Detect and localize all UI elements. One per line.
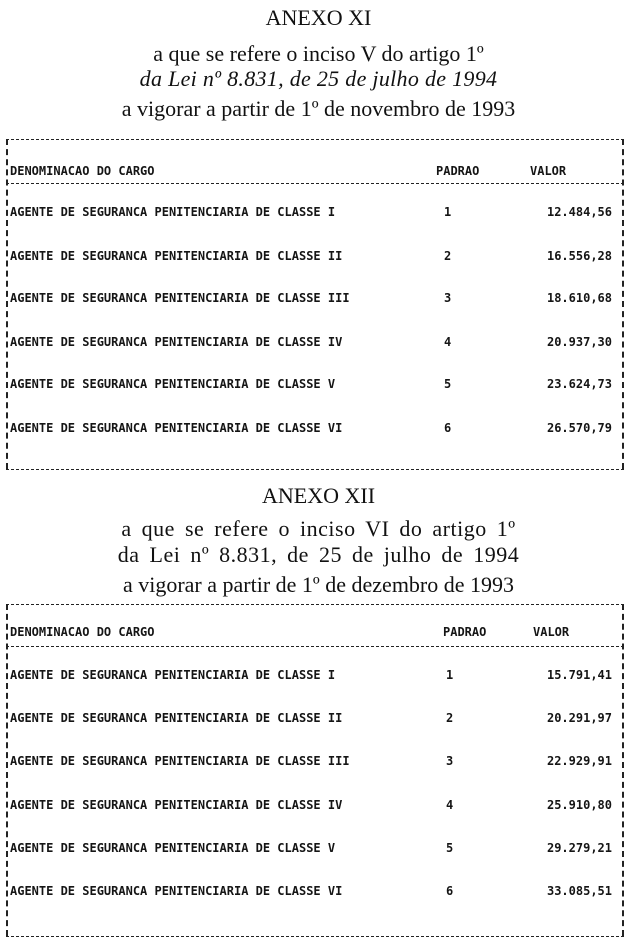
- annex-12-title: ANEXO XII: [261, 483, 376, 508]
- annex-11-reference-line: a que se refere o inciso V do artigo 1º: [153, 41, 484, 66]
- valor-cell: 15.791,41: [546, 668, 612, 682]
- header-padrao: PADRAO: [443, 625, 487, 639]
- padrao-cell: 3: [446, 754, 454, 768]
- cargo-cell: AGENTE DE SEGURANCA PENITENCIARIA DE CLASSE VI: [10, 421, 343, 435]
- valor-cell: 25.910,80: [546, 798, 612, 812]
- cargo-cell: AGENTE DE SEGURANCA PENITENCIARIA DE CLASSE I: [10, 205, 336, 219]
- padrao-cell: 6: [444, 421, 452, 435]
- cargo-cell: AGENTE DE SEGURANCA PENITENCIARIA DE CLASSE V: [10, 377, 336, 391]
- cargo-cell: AGENTE DE SEGURANCA PENITENCIARIA DE CLASSE III: [10, 291, 350, 305]
- padrao-cell: 3: [444, 291, 452, 305]
- padrao-cell: 1: [444, 205, 452, 219]
- cargo-cell: AGENTE DE SEGURANCA PENITENCIARIA DE CLASSE I: [10, 668, 336, 682]
- table-bottom-rule: [6, 469, 624, 470]
- padrao-cell: 6: [446, 884, 454, 898]
- valor-cell: 12.484,56: [546, 205, 612, 219]
- header-denominacao: DENOMINACAO DO CARGO: [10, 164, 155, 178]
- cargo-cell: AGENTE DE SEGURANCA PENITENCIARIA DE CLASSE IV: [10, 335, 343, 349]
- annex-12-law-line: da Lei nº 8.831, de 25 de julho de 1994: [117, 542, 520, 567]
- valor-cell: 16.556,28: [546, 249, 612, 263]
- cargo-cell: AGENTE DE SEGURANCA PENITENCIARIA DE CLASSE II: [10, 711, 343, 725]
- valor-cell: 29.279,21: [546, 841, 612, 855]
- header-rule: [6, 183, 624, 184]
- valor-cell: 22.929,91: [546, 754, 612, 768]
- cargo-cell: AGENTE DE SEGURANCA PENITENCIARIA DE CLASSE II: [10, 249, 343, 263]
- padrao-cell: 5: [446, 841, 454, 855]
- header-rule: [6, 646, 624, 647]
- valor-cell: 18.610,68: [546, 291, 612, 305]
- annex-12-salary-table: [6, 604, 624, 940]
- padrao-cell: 5: [444, 377, 452, 391]
- annex-11-title: ANEXO XI: [265, 5, 372, 30]
- valor-cell: 26.570,79: [546, 421, 612, 435]
- annex-12-reference-line: a que se refere o inciso VI do artigo 1º: [121, 516, 516, 541]
- valor-cell: 23.624,73: [546, 377, 612, 391]
- valor-cell: 20.291,97: [546, 711, 612, 725]
- table-top-rule: [6, 139, 624, 140]
- header-valor: VALOR: [530, 164, 567, 178]
- annex-11-effective-date-line: a vigorar a partir de 1º de novembro de 1993: [121, 96, 516, 121]
- cargo-cell: AGENTE DE SEGURANCA PENITENCIARIA DE CLASSE IV: [10, 798, 343, 812]
- header-valor: VALOR: [533, 625, 570, 639]
- padrao-cell: 1: [446, 668, 454, 682]
- header-padrao: PADRAO: [436, 164, 480, 178]
- table-top-rule: [6, 604, 624, 605]
- padrao-cell: 4: [444, 335, 452, 349]
- cargo-cell: AGENTE DE SEGURANCA PENITENCIARIA DE CLASSE VI: [10, 884, 343, 898]
- table-bottom-rule: [6, 936, 624, 937]
- cargo-cell: AGENTE DE SEGURANCA PENITENCIARIA DE CLASSE V: [10, 841, 336, 855]
- valor-cell: 33.085,51: [546, 884, 612, 898]
- annex-12-effective-date-line: a vigorar a partir de 1º de dezembro de 1993: [122, 572, 515, 597]
- padrao-cell: 4: [446, 798, 454, 812]
- cargo-cell: AGENTE DE SEGURANCA PENITENCIARIA DE CLASSE III: [10, 754, 350, 768]
- annex-11-salary-table: [6, 139, 624, 471]
- valor-cell: 20.937,30: [546, 335, 612, 349]
- annex-11-law-line: da Lei nº 8.831, de 25 de julho de 1994: [139, 66, 498, 91]
- padrao-cell: 2: [446, 711, 454, 725]
- header-denominacao: DENOMINACAO DO CARGO: [10, 625, 155, 639]
- padrao-cell: 2: [444, 249, 452, 263]
